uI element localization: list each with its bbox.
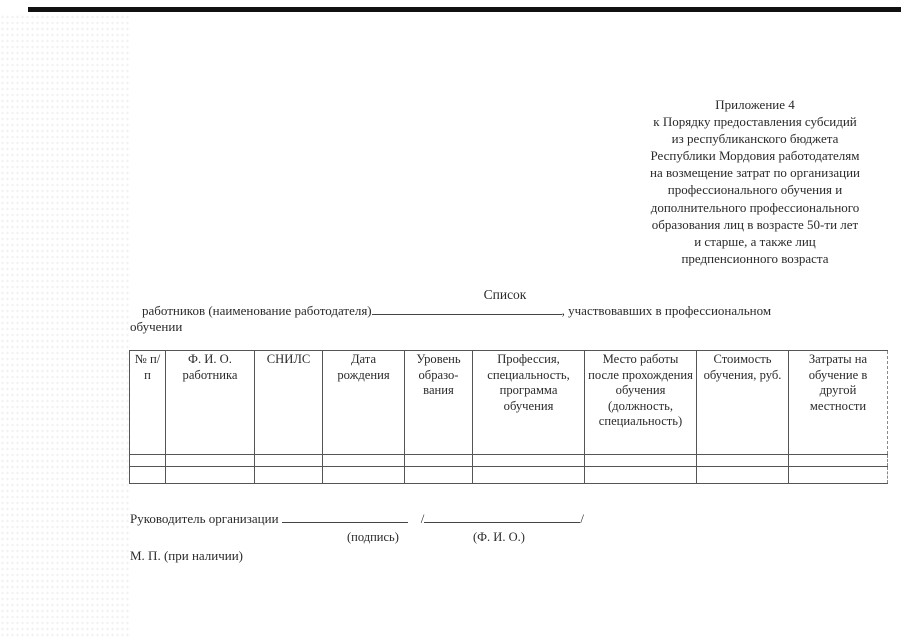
stamp-note: М. П. (при наличии) [130,548,244,563]
col-header-cost: Стоимость обучения, руб. [697,351,789,455]
col-header-snils: СНИЛС [255,351,323,455]
intro-text-start: работников (наименование работодателя) [142,303,372,318]
table-cell [585,455,697,467]
table-cell [255,467,323,484]
table-cell [697,455,789,467]
table-row [130,467,888,484]
scan-noise [0,14,130,639]
col-header-workplace: Место работы после прохождения обучения (должность, специальность) [585,351,697,455]
table-cell [323,467,405,484]
appendix-line-6: дополнительного профессионального [650,199,860,215]
col-header-fio: Ф. И. О. работника [166,351,255,455]
table-cell [585,467,697,484]
appendix-block [610,96,900,267]
signature-line [130,510,584,527]
appendix-line-1: к Порядку предоставления субсидий [653,114,857,130]
list-intro [142,302,771,319]
table-cell [697,467,789,484]
col-header-profession: Профессия, специальность, программа обучения [473,351,585,455]
appendix-line-7: образования лиц в возрасте 50-ти лет [651,216,859,232]
table-cell [255,455,323,467]
appendix-line-9: предпенсионного возраста [681,250,829,266]
employer-name-blank [372,302,562,315]
appendix-line-2: из республиканского бюджета [671,131,839,147]
table-cell [473,455,585,467]
table-cell [130,467,166,484]
table-header-row [130,351,888,455]
list-intro-line2: обучении [130,319,183,334]
signature-caption: (подпись) [347,530,399,544]
table-cell [323,455,405,467]
col-header-birth-date: Дата рождения [323,351,405,455]
signature-blank [282,510,408,523]
appendix-line-3: Республики Мордовия работодателям [650,148,860,164]
signature-label: Руководитель организации [130,511,279,526]
fio-caption: (Ф. И. О.) [473,530,525,544]
table-cell [130,455,166,467]
table-cell [405,455,473,467]
col-header-education: Уровень образо- вания [405,351,473,455]
appendix-line-8: и старше, а также лиц [694,233,816,249]
table-cell [166,455,255,467]
appendix-line-5: профессионального обучения и [667,182,843,198]
table-row [130,455,888,467]
intro-text-end: , участвовавших в профессиональном [561,303,772,318]
col-header-expenses: Затраты на обучение в другой местности [789,351,888,455]
employees-table [129,350,888,484]
top-border [28,7,901,12]
col-header-number: № п/п [130,351,166,455]
table-cell [789,467,888,484]
table-cell [166,467,255,484]
table-cell [405,467,473,484]
signature-slash-open: / [420,511,425,526]
appendix-title: Приложение 4 [715,97,795,112]
table-cell [789,455,888,467]
table-cell [473,467,585,484]
signature-slash-close: / [580,511,585,526]
appendix-line-4: на возмещение затрат по организации [650,165,860,181]
list-title: Список [483,287,527,302]
fio-blank [424,510,580,523]
